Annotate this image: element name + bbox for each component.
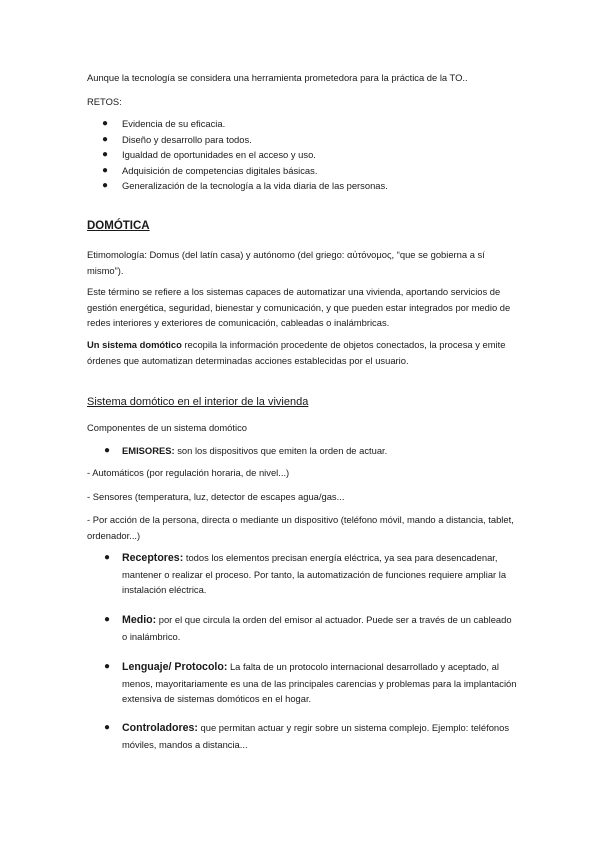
retos-label: RETOS: [87, 96, 122, 107]
list-item: ● Adquisición de competencias digitales básicas. [87, 163, 388, 179]
list-item-lenguaje: ● Lenguaje/ Protocolo: La falta de un protocolo internacional desarrollado y aceptado, al menos, mayoritariamente es una de las principales carencias y problemas para la implantación extensiva de sistemas domóticos en el hogar. [104, 661, 517, 704]
sistema-paragraph: Un sistema domótico recopila la información procedente de objetos conectados, la procesa y emite órdenes que automatizan determinadas acciones establecidas por el usuario. [87, 339, 506, 366]
list-item-receptores: ● Receptores: todos los elementos precisan energía eléctrica, ya sea para desencadenar, mantener o realizar el proceso. Por tanto, la automatización de funciones requiere ampliar la instalación eléctrica. [104, 552, 507, 595]
bullet-icon: ● [102, 164, 109, 176]
list-item: ● Diseño y desarrollo para todos. [87, 132, 388, 148]
bullet-icon: ● [104, 614, 111, 625]
dash-persona: - Por acción de la persona, directa o mediante un dispositivo (teléfono móvil, mando a distancia, tablet, ordenador...) [87, 514, 514, 541]
list-item: ● Generalización de la tecnología a la vida diaria de las personas. [87, 178, 388, 194]
bullet-icon: ● [102, 118, 109, 129]
sistema-term: Un sistema domótico [87, 339, 182, 350]
retos-list [87, 116, 388, 194]
definicion-paragraph: Este término se refiere a los sistemas capaces de automatizar una vivienda, aportando servicios de gestión energética, seguridad, bienestar y comunicación, y que pueden estar integrados por medio de redes interiores y exteriores de comunicación, cableadas o inalámbricas. [87, 286, 511, 328]
list-item: ● Evidencia de su eficacia. [87, 116, 388, 132]
bullet-icon: ● [104, 661, 111, 672]
list-item: ● Igualdad de oportunidades en el acceso y uso. [87, 147, 388, 163]
etimologia-paragraph: Etimomología: Domus (del latín casa) y autónomo (del griego: αὐτόνομος, “que se gobierna a sí mismo”). [87, 249, 485, 276]
dash-automaticos: - Automáticos (por regulación horaria, de nivel...) [87, 467, 290, 478]
list-item-controladores: ● Controladores: que permitan actuar y regir sobre un sistema complejo. Ejemplo: teléfonos móviles, mandos a distancia... [104, 722, 510, 750]
list-item-medio: ● Medio: por el que circula la orden del emisor al actuador. Puede ser a través de un cableado o inalámbrico. [104, 614, 512, 642]
bullet-icon: ● [102, 180, 109, 191]
bullet-icon: ● [102, 149, 109, 160]
componentes-label: Componentes de un sistema domótico [87, 422, 247, 433]
section-title-domotica: DOMÓTICA [87, 220, 150, 232]
bullet-icon: ● [104, 552, 111, 563]
bullet-icon: ● [102, 133, 109, 145]
dash-sensores: - Sensores (temperatura, luz, detector de escapes agua/gas... [87, 491, 345, 502]
intro-paragraph: Aunque la tecnología se considera una herramienta prometedora para la práctica de la TO.. [87, 72, 468, 83]
bullet-icon: ● [104, 722, 111, 733]
bullet-icon: ● [104, 445, 111, 456]
section-title-interior: Sistema domótico en el interior de la vivienda [87, 396, 309, 408]
list-item-emisores: ● EMISORES: son los dispositivos que emiten la orden de actuar. [87, 443, 517, 459]
